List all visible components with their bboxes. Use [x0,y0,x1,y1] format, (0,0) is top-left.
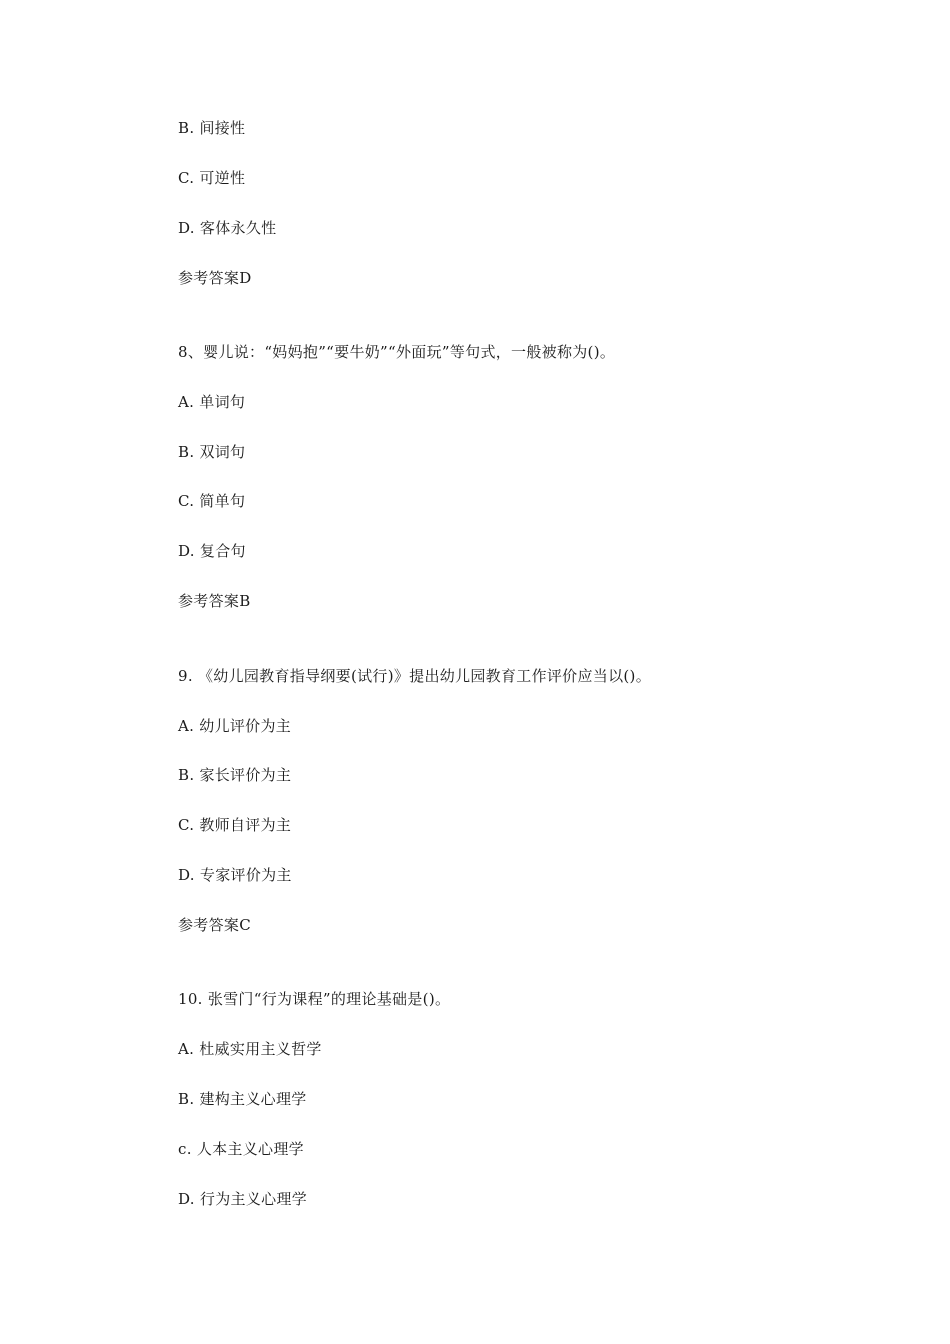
q10-option-a: A. 杜威实用主义哲学 [178,1040,322,1058]
q9-answer: 参考答案C [178,916,251,934]
q10-option-d: D. 行为主义心理学 [178,1190,308,1208]
q7-option-b: B. 间接性 [178,119,246,137]
q8-question: 8、婴儿说：“妈妈抱”“要牛奶”“外面玩”等句式，一般被称为()。 [178,343,616,361]
q8-option-c: C. 简单句 [178,492,246,510]
q10-question: 10. 张雪门“行为课程”的理论基础是()。 [178,990,451,1008]
q10-option-b: B. 建构主义心理学 [178,1090,307,1108]
q9-option-a: A. 幼儿评价为主 [178,717,292,735]
q9-option-d: D. 专家评价为主 [178,866,292,884]
q9-question: 9. 《幼儿园教育指导纲要(试行)》提出幼儿园教育工作评价应当以()。 [178,667,651,685]
q7-option-c: C. 可逆性 [178,169,246,187]
q9-option-c: C. 教师自评为主 [178,816,292,834]
q9-option-b: B. 家长评价为主 [178,766,292,784]
q8-option-d: D. 复合句 [178,542,246,560]
q8-option-a: A. 单词句 [178,393,246,411]
q8-answer: 参考答案B [178,592,251,610]
q8-option-b: B. 双词句 [178,443,246,461]
q7-option-d: D. 客体永久性 [178,219,277,237]
q10-option-c: c. 人本主义心理学 [178,1140,304,1158]
q7-answer: 参考答案D [178,269,252,287]
